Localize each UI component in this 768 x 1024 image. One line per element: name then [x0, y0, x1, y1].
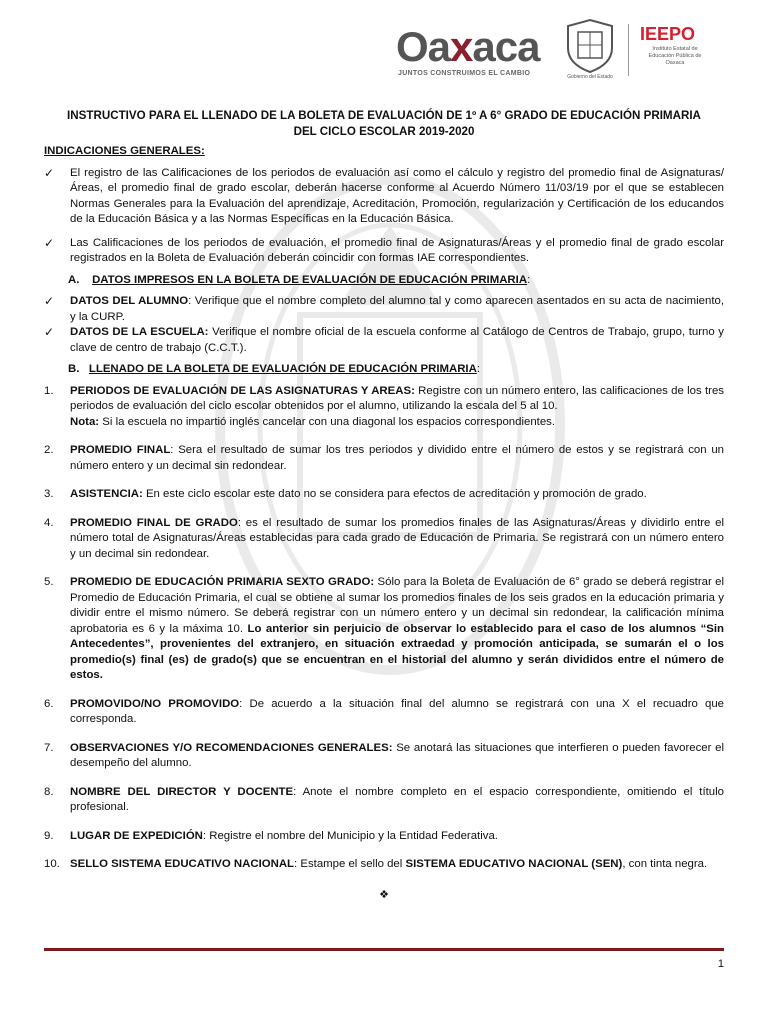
oaxaca-wordmark: Oaxaca: [396, 23, 540, 70]
item-number: 2.: [44, 444, 54, 456]
item-text: Sólo para la Boleta de Evaluación de 6° grado se deberá registrar el Promedio de Educación Primaria, el cual se obtiene al sumar los promedios finales de los seis grados en la educación primaria y dividir entre el mismo número. Se deberá registrar con un número entero y un decimal sin redondear, la calificación mínima aprobatoria es 6 y la máxima 10.: [70, 576, 724, 635]
item-text: Registre con un número entero, las calificaciones de los tres periodos de evaluación del ciclo escolar obtenidos por el alumno, utilizando la escala del 5 al 10.: [70, 384, 725, 412]
list-item: [44, 857, 724, 873]
section-b-colon: :: [476, 363, 480, 375]
item-number: 4.: [44, 516, 54, 529]
state-shield-logo: [560, 18, 620, 82]
item-label: DATOS DEL ALUMNO: [70, 295, 189, 307]
item-label: PROMEDIO FINAL: [70, 444, 171, 456]
item-number: 6.: [44, 697, 54, 710]
list-item: [44, 829, 724, 845]
item-text-2: , con tinta negra.: [622, 858, 708, 870]
footer-rule: [44, 948, 724, 951]
item-bold-tail: Lo anterior sin perjuicio de observar lo establecido para el caso de los alumnos “Sin Antecedentes”, provenientes del extranjero, en situación extraedad y promoción anticipada, se sumarán el o los promedio(s) final (es) de grado(s) que se encuentran en el historial del alumno y serán divididos entre el número de estos.: [70, 622, 724, 681]
list-item: [44, 741, 724, 772]
list-item: [44, 697, 724, 728]
list-item: [44, 516, 724, 563]
ieepo-subtitle: Instituto Estatal de Educación Pública de Oaxaca: [648, 46, 702, 66]
ieepo-logo: [640, 24, 750, 84]
list-item: [44, 384, 724, 431]
page-header: [0, 0, 768, 90]
general-item-text: Las Calificaciones de los periodos de evaluación, el promedio final de Asignaturas/Áreas y el promedio final de grado escolar registrados en la Boleta de Evaluación deberán coincidir con formas IAE correspondientes.: [70, 236, 724, 264]
item-label: SELLO SISTEMA EDUCATIVO NACIONAL: [70, 858, 295, 870]
item-number: 10.: [44, 858, 60, 870]
item-number: 3.: [44, 488, 54, 500]
section-a-item-1: [44, 294, 724, 325]
item-text: Verifique el nombre oficial de la escuela conforme al Catálogo de Centros de Trabajo, grupo, turno y clave de centro de trabajo (C.C.T.).: [70, 326, 724, 354]
general-item-text: El registro de las Calificaciones de los periodos de evaluación así como el cálculo y registro del promedio final de Asignaturas/Áreas, el promedio final de grado escolar, deberán hacerse conforme al Acuerdo Número 11/03/19 por el que se establecen Normas Generales para la Evaluación del aprendizaje, Acreditación, Promoción, regularización y Certificación de los educandos de la Educación Básica y a las Normas Específicas en la Educación Básica.: [70, 166, 724, 225]
check-icon: ✓: [44, 325, 55, 339]
end-ornament-icon: ❖: [379, 887, 389, 901]
item-number: 1.: [44, 384, 54, 397]
item-number: 8.: [44, 785, 54, 798]
item-label: PERIODOS DE EVALUACIÓN DE LAS ASIGNATURAS Y AREAS:: [70, 384, 415, 397]
check-icon: ✓: [44, 235, 55, 250]
item-text: : Registre el nombre del Municipio y la Entidad Federativa.: [202, 829, 498, 842]
item-number: 9.: [44, 829, 54, 842]
item-text: En este ciclo escolar este dato no se considera para efectos de acreditación y promoción de grado.: [142, 488, 647, 500]
general-item-1: [44, 166, 724, 228]
item-label: NOMBRE DEL DIRECTOR Y DOCENTE: [70, 785, 294, 798]
list-item: [44, 785, 724, 816]
item-text: : Verifique que el nombre completo del alumno tal y como aparecen asentados en su acta de nacimiento, y la CURP.: [70, 295, 724, 323]
item-label: OBSERVACIONES Y/O RECOMENDACIONES GENERALES:: [70, 741, 393, 754]
section-b-letter: B.: [68, 363, 80, 375]
section-a-heading: [68, 273, 724, 289]
general-heading: INDICACIONES GENERALES:: [44, 145, 205, 157]
gov-caption: Gobierno del Estado: [567, 74, 613, 80]
section-a-title: DATOS IMPRESOS EN LA BOLETA DE EVALUACIÓN DE EDUCACIÓN PRIMARIA: [92, 273, 528, 286]
item-label: ASISTENCIA:: [70, 488, 143, 500]
header-divider: [628, 24, 629, 76]
general-item-2: [44, 236, 724, 267]
section-a-colon: :: [527, 273, 531, 286]
note-label: Nota:: [70, 415, 100, 428]
item-label-2: SISTEMA EDUCATIVO NACIONAL (SEN): [405, 858, 623, 870]
check-icon: ✓: [44, 294, 55, 308]
item-label: LUGAR DE EXPEDICIÓN: [70, 829, 203, 842]
oaxaca-tagline: JUNTOS CONSTRUIMOS EL CAMBIO: [398, 70, 531, 77]
list-item: [44, 487, 724, 503]
section-b-title: LLENADO DE LA BOLETA DE EVALUACIÓN DE EDUCACIÓN PRIMARIA: [88, 363, 477, 375]
oaxaca-logo: [396, 24, 546, 82]
doc-title-line2: DEL CICLO ESCOLAR 2019-2020: [293, 125, 475, 138]
section-a-letter: A.: [68, 273, 80, 286]
list-item: [44, 575, 724, 684]
item-text: : Estampe el sello del: [294, 858, 406, 870]
item-label: DATOS DE LA ESCUELA:: [70, 326, 209, 338]
item-label: PROMEDIO FINAL DE GRADO: [70, 516, 238, 529]
item-label: PROMEDIO DE EDUCACIÓN PRIMARIA SEXTO GRADO:: [70, 576, 375, 588]
item-text: : Anote el nombre completo en el espacio correspondiente, omitiendo el título profesional.: [70, 785, 725, 813]
item-label: PROMOVIDO/NO PROMOVIDO: [70, 697, 240, 710]
item-text: Se anotará las situaciones que interfieren o pueden favorecer el desempeño del alumno.: [70, 741, 724, 769]
item-text: : Sera el resultado de sumar los tres periodos y dividido entre el número de estos y se registrará con un número entero y un decimal sin redondear.: [70, 444, 725, 472]
list-item: [44, 443, 724, 474]
shield-icon: [560, 18, 620, 74]
section-a-item-2: [44, 325, 724, 356]
doc-title-line1: INSTRUCTIVO PARA EL LLENADO DE LA BOLETA DE EVALUACIÓN DE 1º A 6° GRADO DE EDUCACIÓN PRIMARIA: [67, 109, 701, 122]
page-number: 1: [717, 958, 724, 970]
note-text: Si la escuela no impartió inglés cancelar con una diagonal los espacios correspondientes.: [99, 415, 556, 428]
item-number: 5.: [44, 576, 54, 588]
item-text: : De acuerdo a la situación final del alumno se registrará con una X el recuadro que corresponda.: [70, 697, 724, 725]
document-body: [44, 108, 724, 902]
item-text: : es el resultado de sumar los promedios finales de las Asignaturas/Áreas y dividirlo entre el número total de Asignaturas/Áreas establecidas para cada grado de Educación de Primaria. Se registrará con un número entero y un decimal sin redondear.: [70, 516, 724, 560]
ieepo-name: IEEPO: [640, 24, 696, 44]
section-b-heading: [68, 362, 724, 378]
check-icon: ✓: [44, 165, 55, 180]
item-number: 7.: [44, 741, 54, 754]
